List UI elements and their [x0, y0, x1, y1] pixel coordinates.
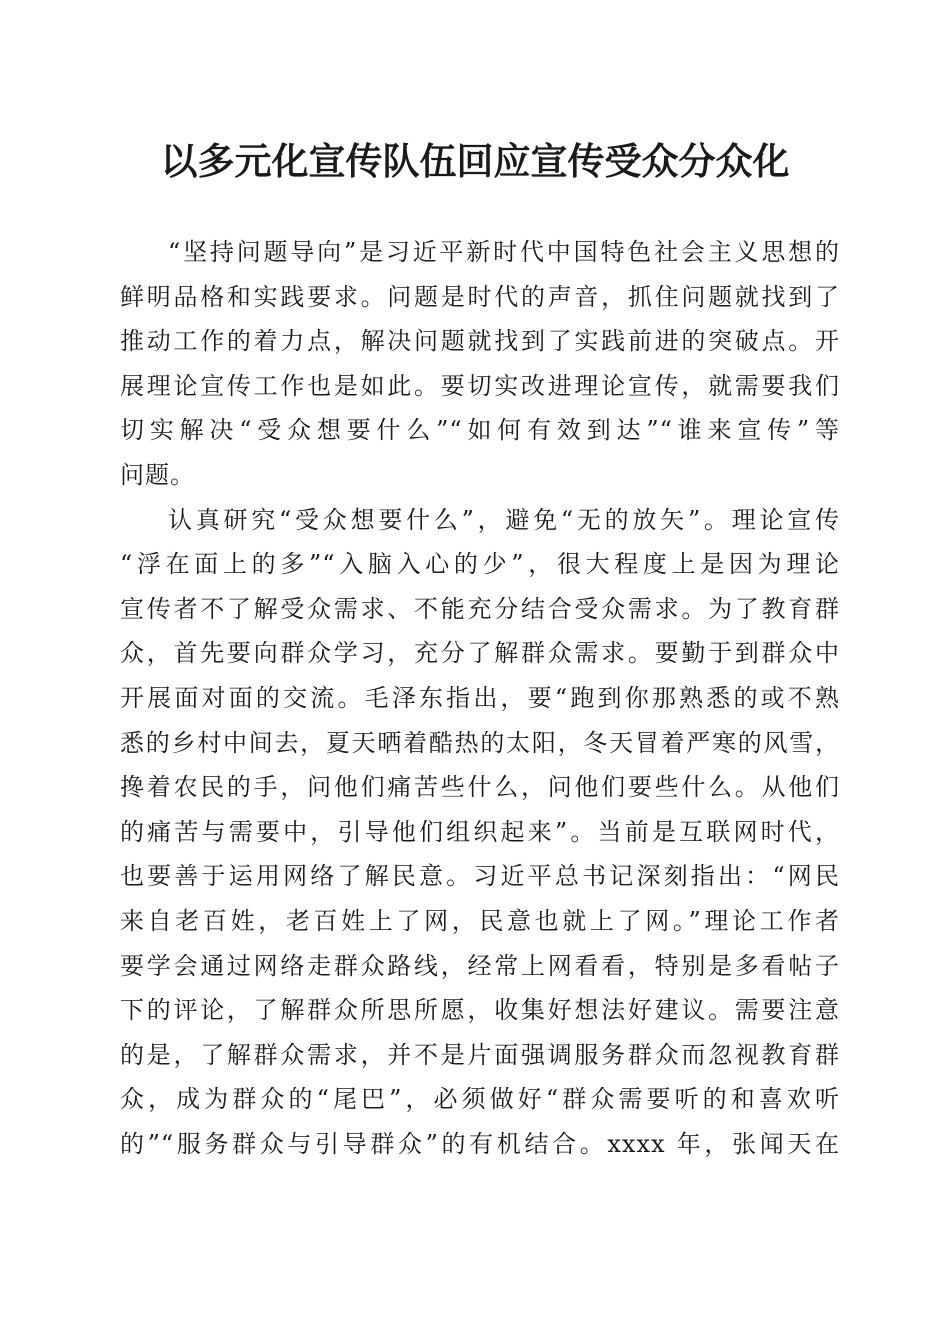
paragraph-2-line-1: 认真研究“受众想要什么”，避免“无的放矢”。理论宣传 — [168, 505, 840, 534]
document-body — [120, 230, 840, 1166]
paragraph-2-line-3: 宣传者不了解受众需求、不能充分结合受众需求。为了教育群 — [120, 594, 840, 623]
paragraph-2-line-11: 要学会通过网络走群众路线，经常上网看看，特别是多看帖子 — [120, 951, 840, 980]
paragraph-1-line-3: 推动工作的着力点，解决问题就找到了实践前进的突破点。开 — [120, 327, 840, 356]
paragraph-1-line-6: 问题。 — [120, 460, 195, 489]
paragraph-2-line-2: “浮在面上的多”“入脑入心的少”，很大程度上是因为理论 — [120, 550, 840, 579]
paragraph-2-line-9: 也要善于运用网络了解民意。习近平总书记深刻指出：“网民 — [120, 862, 840, 891]
paragraph-2-line-7: 搀着农民的手，问他们痛苦些什么，问他们要些什么。从他们 — [120, 773, 840, 802]
paragraph-2-line-14: 众，成为群众的“尾巴”，必须做好“群众需要听的和喜欢听 — [120, 1085, 840, 1114]
document-title: 以多元化宣传队伍回应宣传受众分众化 — [160, 139, 790, 183]
paragraph-2-line-5: 开展面对面的交流。毛泽东指出，要“跑到你那熟悉的或不熟 — [120, 683, 840, 712]
paragraph-1-line-2: 鲜明品格和实践要求。问题是时代的声音，抓住问题就找到了 — [120, 282, 840, 311]
paragraph-2-line-8: 的痛苦与需要中，引导他们组织起来”。当前是互联网时代， — [120, 817, 840, 846]
paragraph-2-line-4: 众，首先要向群众学习，充分了解群众需求。要勤于到群众中 — [120, 639, 840, 668]
paragraph-2-line-6: 悉的乡村中间去，夏天晒着酷热的太阳，冬天冒着严寒的风雪， — [120, 728, 840, 757]
paragraph-1-line-1: “坚持问题导向”是习近平新时代中国特色社会主义思想的 — [168, 238, 840, 266]
paragraph-1-line-4: 展理论宣传工作也是如此。要切实改进理论宣传，就需要我们 — [120, 371, 840, 400]
paragraph-2-line-13: 的是，了解群众需求，并不是片面强调服务群众而忽视教育群 — [120, 1040, 840, 1069]
paragraph-1-line-5: 切实解决“受众想要什么”“如何有效到达”“谁来宣传”等 — [120, 416, 840, 445]
paragraph-2-line-15: 的”“服务群众与引导群众”的有机结合。xxxx 年，张闻天在 — [120, 1129, 840, 1158]
paragraph-2-line-10: 来自老百姓，老百姓上了网，民意也就上了网。”理论工作者 — [120, 906, 840, 935]
paragraph-2-line-12: 下的评论，了解群众所思所愿，收集好想法好建议。需要注意 — [120, 996, 840, 1025]
